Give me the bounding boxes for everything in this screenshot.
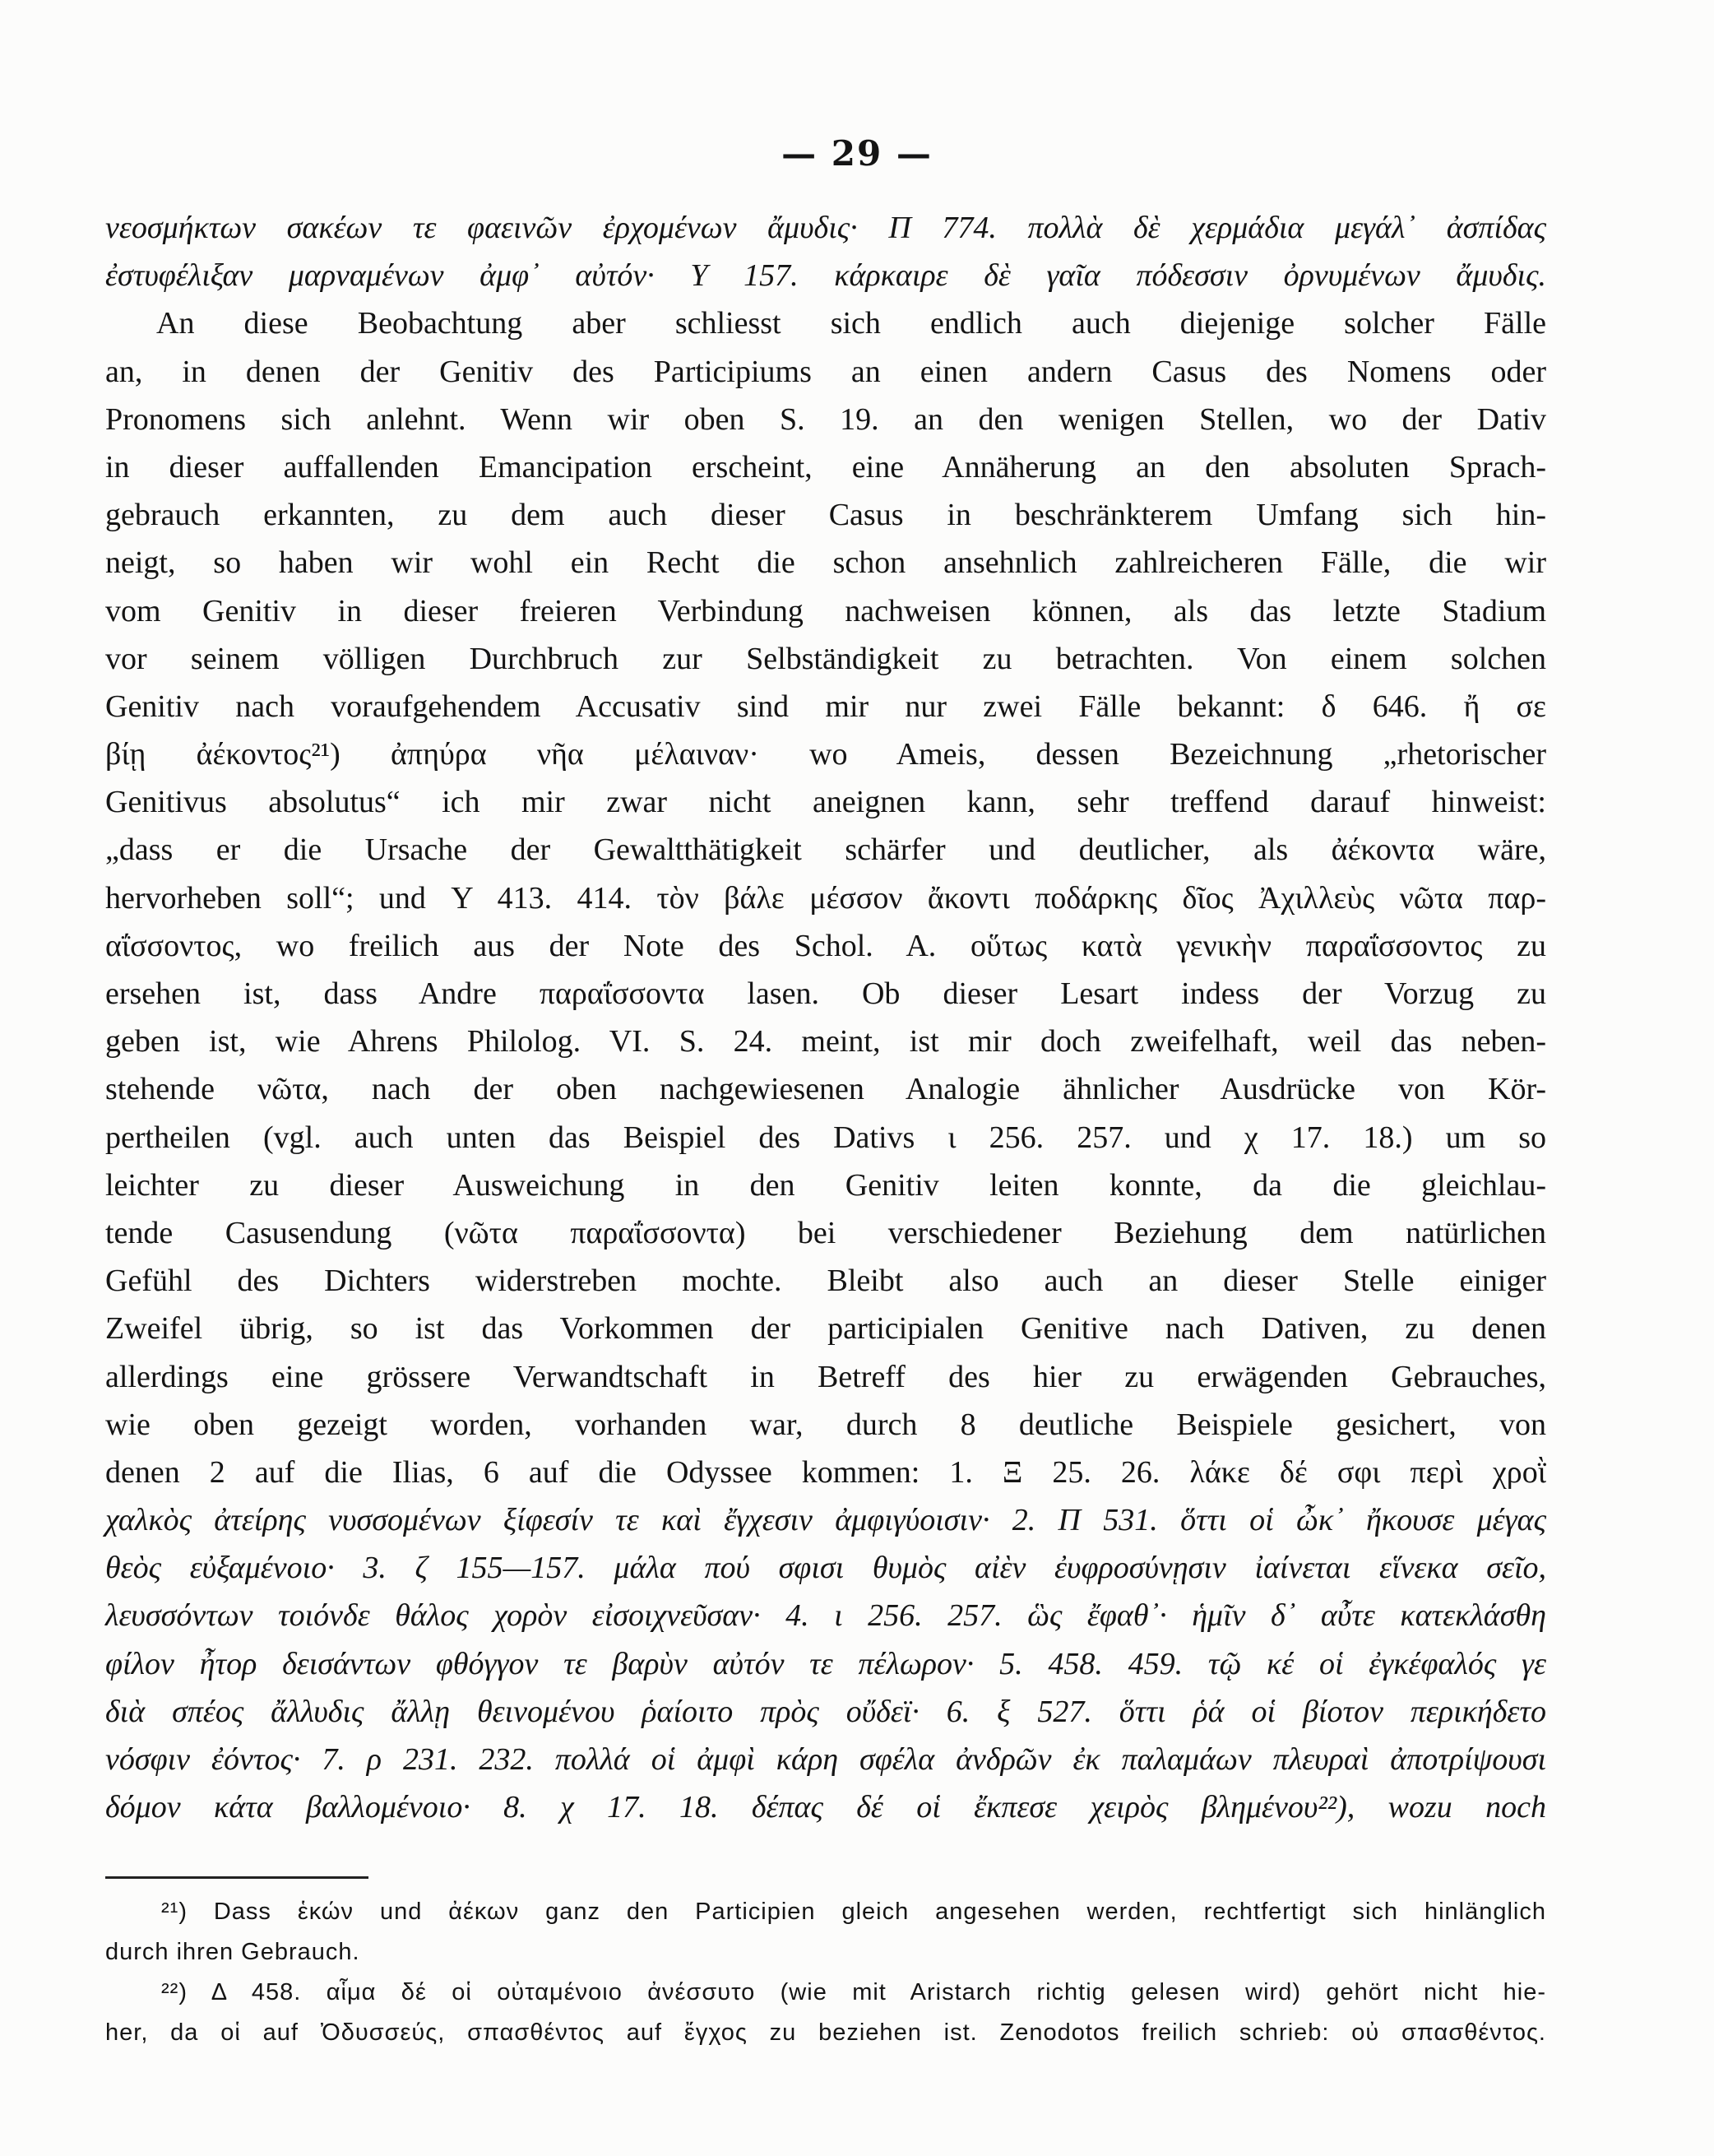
text-line: An diese Beobachtung aber schliesst sich endlich auch diejenige solcher Fälle xyxy=(156,306,1546,341)
text-line: νόσφιν ἐόντος· 7. ρ 231. 232. πολλά οἱ ἀμφὶ κάρη σφέλα ἀνδρῶν ἐκ παλαμάων πλευραὶ ἀποτρίψουσι xyxy=(105,1742,1546,1777)
main-text xyxy=(105,204,1546,1831)
text-line: in dieser auffallenden Emancipation erscheint, eine Annäherung an den absoluten Sprach- xyxy=(105,449,1546,485)
footnote-line: her, da οἱ auf Ὀδυσσεύς, σπασθέντος auf ἔγχος zu beziehen ist. Zenodotos freilich schrieb: οὐ σπασθέντος. xyxy=(105,2019,1546,2046)
text-line: Genitivus absolutus“ ich mir zwar nicht aneignen kann, sehr treffend darauf hinweist: xyxy=(105,785,1546,820)
text-line: pertheilen (vgl. auch unten das Beispiel des Dativs ι 256. 257. und χ 17. 18.) um so xyxy=(105,1120,1546,1155)
text-line: διὰ σπέος ἄλλυδις ἄλλῃ θεινομένου ῥαίοιτο πρὸς οὔδεϊ· 6. ξ 527. ὅττι ῥά οἱ βίοτον περικήδετο xyxy=(105,1694,1546,1729)
text-line: neigt, so haben wir wohl ein Recht die schon ansehnlich zahlreicheren Fälle, die wir xyxy=(105,545,1546,581)
text-line: vor seinem völligen Durchbruch zur Selbständigkeit zu betrachten. Von einem solchen xyxy=(105,641,1546,676)
text-line: χαλκὸς ἀτείρης νυσσομένων ξίφεσίν τε καὶ ἔγχεσιν ἀμφιγύοισιν· 2. Π 531. ὅττι οἱ ὦκ᾽ ἤκουσε μέγας xyxy=(105,1503,1546,1538)
text-line: Zweifel übrig, so ist das Vorkommen der participialen Genitive nach Dativen, zu denen xyxy=(105,1311,1546,1347)
text-line: ersehen ist, dass Andre παραΐσσοντα lasen. Ob dieser Lesart indess der Vorzug zu xyxy=(105,976,1546,1011)
text-line: geben ist, wie Ahrens Philolog. VI. S. 24. meint, ist mir doch zweifelhaft, weil das neben- xyxy=(105,1024,1546,1059)
footnote-line: ²¹) Dass ἑκών und ἀέκων ganz den Participien gleich angesehen werden, rechtfertigt sich hinlänglich xyxy=(161,1899,1546,1925)
text-line: αΐσσοντος, wo freilich aus der Note des Schol. A. οὕτως κατὰ γενικὴν παραΐσσοντος zu xyxy=(105,928,1546,963)
text-line: θεὸς εὐξαμένοιο· 3. ζ 155—157. μάλα πού σφισι θυμὸς αἰὲν ἐυφροσύνῃσιν ἰαίνεται εἵνεκα σεῖο, xyxy=(105,1551,1546,1586)
page-number: — 29 — xyxy=(781,133,933,174)
text-line: wie oben gezeigt worden, vorhanden war, durch 8 deutliche Beispiele gesichert, von xyxy=(105,1407,1546,1442)
text-line: an, in denen der Genitiv des Participiums an einen andern Casus des Nomens oder xyxy=(105,354,1546,389)
text-line: λευσσόντων τοιόνδε θάλος χορὸν εἰσοιχνεῦσαν· 4. ι 256. 257. ὣς ἔφαθ᾽· ἡμῖν δ᾽ αὖτε κατεκλάσθη xyxy=(105,1598,1546,1634)
text-line: leichter zu dieser Ausweichung in den Genitiv leiten konnte, da die gleichlau- xyxy=(105,1167,1546,1203)
text-line: tende Casusendung (νῶτα παραΐσσοντα) bei verschiedener Beziehung dem natürlichen xyxy=(105,1215,1546,1250)
text-line: vom Genitiv in dieser freieren Verbindung nachweisen können, als das letzte Stadium xyxy=(105,593,1546,628)
text-line: stehende νῶτα, nach der oben nachgewiesenen Analogie ähnlicher Ausdrücke von Kör- xyxy=(105,1072,1546,1107)
text-line: Pronomens sich anlehnt. Wenn wir oben S. 19. an den wenigen Stellen, wo der Dativ xyxy=(105,401,1546,437)
text-line: hervorheben soll“; und Υ 413. 414. τὸν βάλε μέσσον ἄκοντι ποδάρκης δῖος Ἀχιλλεὺς νῶτα παρ- xyxy=(105,880,1546,916)
text-line: gebrauch erkannten, zu dem auch dieser Casus in beschränkterem Umfang sich hin- xyxy=(105,498,1546,533)
text-line: νεοσμήκτων σακέων τε φαεινῶν ἐρχομένων ἄμυδις· Π 774. πολλὰ δὲ χερμάδια μεγάλ᾽ ἀσπίδας xyxy=(105,211,1546,245)
text-line: „dass er die Ursache der Gewaltthätigkeit schärfer und deutlicher, als ἀέκοντα wäre, xyxy=(105,832,1546,868)
text-line: φίλον ἦτορ δεισάντων φθόγγον τε βαρὺν αὐτόν τε πέλωρον· 5. 458. 459. τῷ κέ οἱ ἐγκέφαλός γε xyxy=(105,1646,1546,1681)
text-line: denen 2 auf die Ilias, 6 auf die Odyssee kommen: 1. Ξ 25. 26. λάκε δέ σφι περὶ χροῒ xyxy=(105,1454,1546,1490)
footnotes xyxy=(105,1892,1546,2053)
footnote-divider xyxy=(105,1876,368,1879)
text-line: βίῃ ἀέκοντος²¹) ἀπηύρα νῆα μέλαιναν· wo Ameis, dessen Bezeichnung „rhetorischer xyxy=(105,737,1546,772)
text-line: δόμον κάτα βαλλομένοιο· 8. χ 17. 18. δέπας δέ οἱ ἔκπεσε χειρὸς βλημένου²²), wozu noch xyxy=(105,1790,1546,1825)
text-line: allerdings eine grössere Verwandtschaft in Betreff des hier zu erwägenden Gebrauches, xyxy=(105,1359,1546,1394)
footnote-line: durch ihren Gebrauch. xyxy=(105,1939,360,1965)
text-line: Gefühl des Dichters widerstreben mochte. Bleibt also auch an dieser Stelle einiger xyxy=(105,1263,1546,1299)
text-line: Genitiv nach voraufgehendem Accusativ sind mir nur zwei Fälle bekannt: δ 646. ἤ σε xyxy=(105,689,1546,724)
text-line: ἐστυφέλιξαν μαρναμένων ἀμφ᾽ αὐτόν· Υ 157. κάρκαιρε δὲ γαῖα πόδεσσιν ὀρνυμένων ἄμυδις. xyxy=(105,258,1546,294)
footnote-line: ²²) Δ 458. αἷμα δέ οἱ οὐταμένοιο ἀνέσσυτο (wie mit Aristarch richtig gelesen wird) gehört nicht hie- xyxy=(161,1979,1546,2005)
